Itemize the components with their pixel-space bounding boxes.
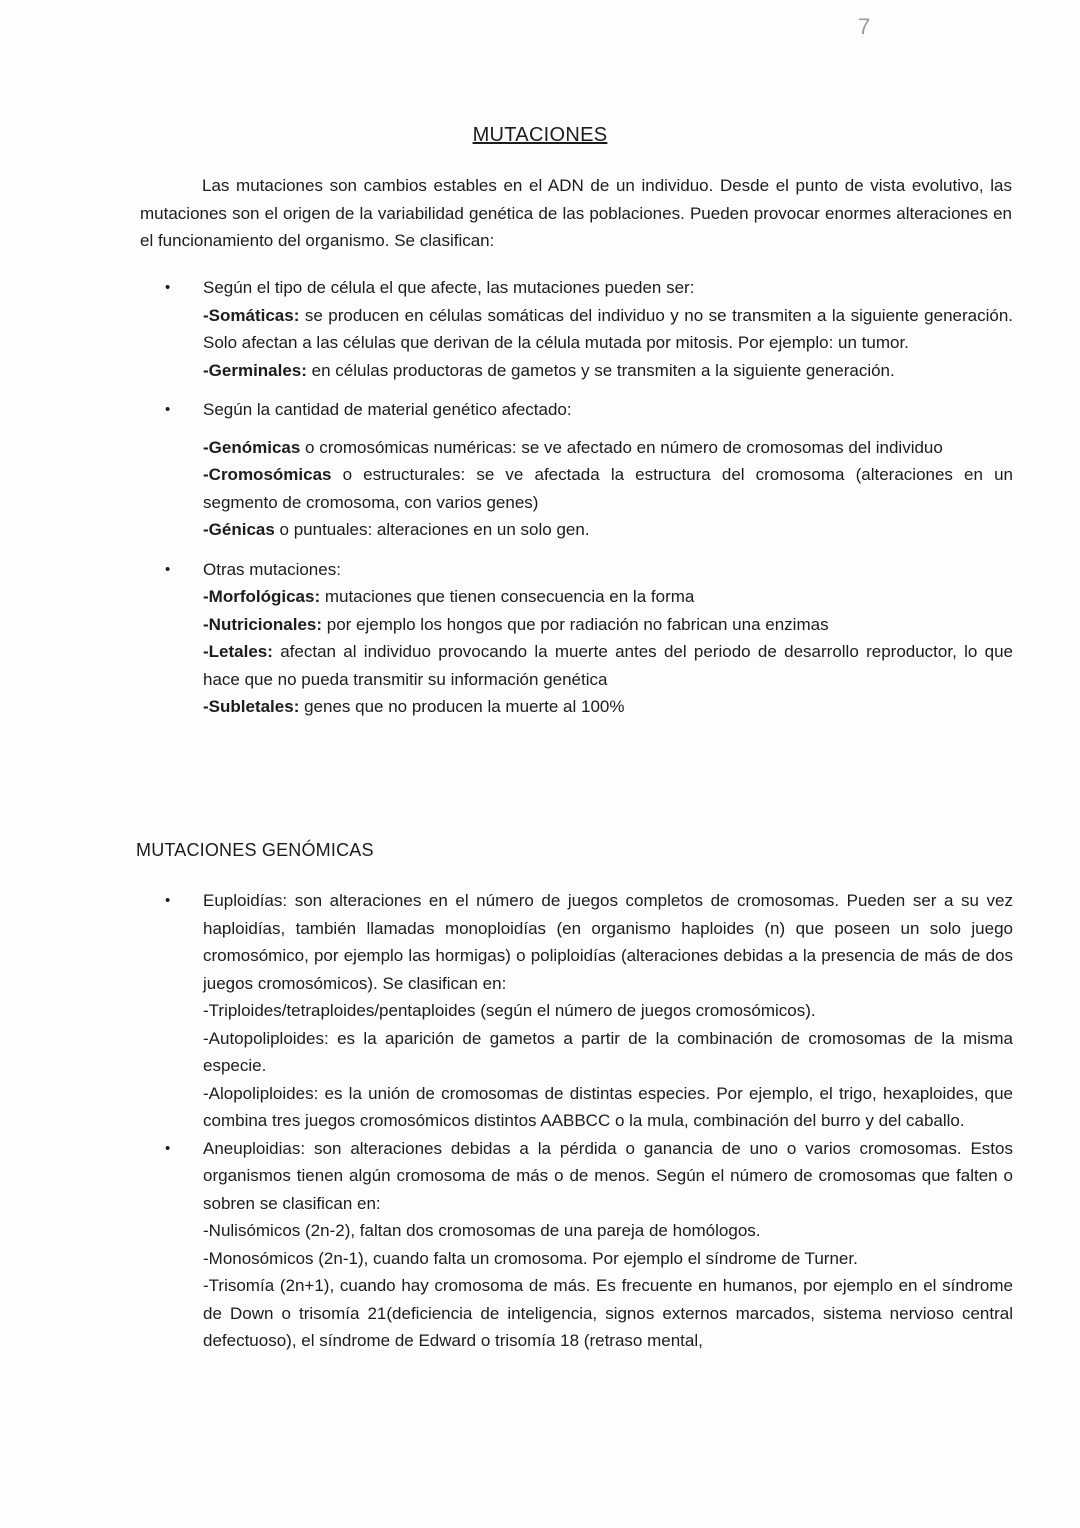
list-item-term: Aneuploidias: xyxy=(203,1138,306,1158)
list-item xyxy=(165,396,1013,544)
intro-text: Las mutaciones son cambios estables en el ADN de un individuo. Desde el punto de vista evolutivo, las mutaciones son el origen de la variabilidad genética de las poblaciones. Pueden provocar enormes alteraciones en el funcionamiento del organismo. Se clasifican: xyxy=(140,176,1012,250)
list-item-text: son alteraciones debidas a la pérdida o ganancia de uno o varios cromosomas. Estos organismos tienen algún cromosoma de más o de menos. Según el número de cromosomas que falten o sobren se clasifican en: xyxy=(203,1138,1013,1213)
sub-item-term: -Somáticas: xyxy=(203,305,300,325)
list-item-head: Otras mutaciones: xyxy=(203,559,341,579)
sub-item xyxy=(203,461,1013,516)
sub-item-text: o puntuales: alteraciones en un solo gen. xyxy=(274,520,590,539)
list-item xyxy=(165,1135,1013,1355)
sub-item-term: -Morfológicas: xyxy=(203,587,321,606)
sub-item xyxy=(203,302,1013,357)
sub-item xyxy=(203,434,1013,462)
list-item-head: Según la cantidad de material genético afectado: xyxy=(203,400,572,419)
intro-paragraph xyxy=(140,172,1012,255)
classification-list xyxy=(165,274,1013,721)
list-item-head xyxy=(203,1135,1013,1218)
list-item-term: Euploidías: xyxy=(203,891,288,910)
list-item-text: son alteraciones en el número de juegos completos de cromosomas. Pueden ser a su vez haploidías, también llamadas monoploidías (en organismo haploides (n) que poseen un solo juego cromosómico, por ejemplo las hormigas) o poliploidías (alteraciones debidas a la presencia de más de dos juegos cromosómicos). Se clasifican en: xyxy=(203,891,1013,993)
page-number: 7 xyxy=(858,14,871,39)
sub-item xyxy=(203,357,1013,385)
sub-item-text: en células productoras de gametos y se transmiten a la siguiente generación. xyxy=(306,360,895,380)
sub-item-text: genes que no producen la muerte al 100% xyxy=(299,697,625,716)
sub-item-text: se producen en células somáticas del individuo y no se transmiten a la siguiente generación. Solo afectan a las células que derivan de la célula mutada por mitosis. Por ejemplo: un tumor. xyxy=(203,305,1013,352)
sub-item-term: -Génicas xyxy=(203,520,275,539)
sub-item-term: -Subletales: xyxy=(203,697,300,716)
sub-item-term: -Genómicas xyxy=(203,437,301,457)
section-heading: MUTACIONES GENÓMICAS xyxy=(136,840,374,860)
sub-item: -Autopoliploides: es la aparición de gametos a partir de la combinación de cromosomas de la misma especie. xyxy=(203,1028,1013,1075)
bullet-icon: • xyxy=(165,892,171,909)
sub-item xyxy=(203,693,1013,721)
bullet-icon: • xyxy=(165,279,171,296)
sub-item xyxy=(203,638,1013,693)
list-item-body xyxy=(203,556,1013,721)
list-item-body xyxy=(203,1135,1013,1355)
sub-item-text: o estructurales: se ve afectada la estructura del cromosoma (alteraciones en un segmento de cromosoma, con varios genes) xyxy=(203,465,1013,512)
list-item-head: Según el tipo de célula el que afecte, las mutaciones pueden ser: xyxy=(203,278,695,297)
sub-item-text: o cromosómicas numéricas: se ve afectado en número de cromosomas del individuo xyxy=(300,437,943,457)
sub-item-text: por ejemplo los hongos que por radiación no fabrican una enzimas xyxy=(322,614,829,634)
sub-item xyxy=(203,516,1013,544)
list-item xyxy=(165,887,1013,1135)
genomic-mutations-list xyxy=(165,887,1013,1355)
sub-item xyxy=(203,611,1013,639)
page-title: MUTACIONES xyxy=(472,124,608,146)
sub-item: -Trisomía (2n+1), cuando hay cromosoma de más. Es frecuente en humanos, por ejemplo en el síndrome de Down o trisomía 21(deficiencia de inteligencia, signos externos marcados, sistema nervioso central defectuoso), el síndrome de Edward o trisomía 18 (retraso mental, xyxy=(203,1276,1013,1350)
sub-item-term: -Nutricionales: xyxy=(203,614,323,634)
list-item xyxy=(165,556,1013,721)
sub-item: -Triploides/tetraploides/pentaploides (según el número de juegos cromosómicos). xyxy=(203,1001,816,1020)
sub-item xyxy=(203,583,1013,611)
list-item-body xyxy=(203,274,1013,384)
sub-item-term: -Letales: xyxy=(203,642,273,661)
bullet-icon: • xyxy=(165,560,171,578)
list-item xyxy=(165,274,1013,384)
bullet-icon: • xyxy=(165,401,171,418)
list-item-body xyxy=(203,396,1013,544)
list-item-head xyxy=(203,887,1013,997)
sub-item: -Alopoliploides: es la unión de cromosomas de distintas especies. Por ejemplo, el trigo, hexaploides, que combina tres juegos cromosómicos distintos AABBCC o la mula, combinación del burro y del caballo. xyxy=(203,1083,1013,1130)
bullet-icon: • xyxy=(165,1139,171,1157)
list-item-body xyxy=(203,887,1013,1135)
sub-item-term: -Cromosómicas xyxy=(203,465,332,484)
sub-item: -Nulisómicos (2n-2), faltan dos cromosomas de una pareja de homólogos. xyxy=(203,1221,761,1240)
sub-item-text: mutaciones que tienen consecuencia en la forma xyxy=(320,587,695,606)
sub-item-term: -Germinales: xyxy=(203,360,307,380)
sub-item: -Monosómicos (2n-1), cuando falta un cromosoma. Por ejemplo el síndrome de Turner. xyxy=(203,1248,858,1268)
sub-item-text: afectan al individuo provocando la muerte antes del periodo de desarrollo reproductor, lo que hace que no pueda transmitir su información genética xyxy=(203,642,1013,689)
